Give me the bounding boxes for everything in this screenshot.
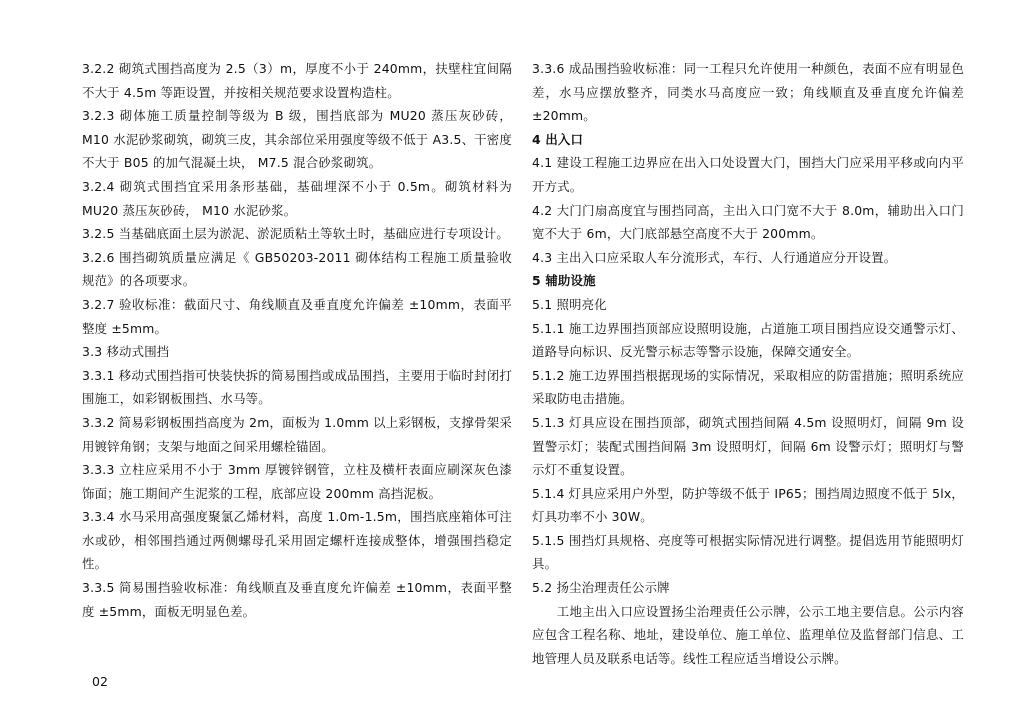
paragraph-3-2-7: 3.2.7 验收标准：截面尺寸、角线顺直及垂直度允许偏差 ±10mm，表面平整度 ±5mm。 (82, 296, 512, 336)
left-column (82, 57, 512, 623)
paragraph-3-2-2: 3.2.2 砌筑式围挡高度为 2.5（3）m，厚度不小于 240mm，扶壁柱宜间隔不大于 4.5m 等距设置，并按相关规范要求设置构造柱。 (82, 61, 512, 100)
paragraph-3-3-3: 3.3.3 立柱应采用不小于 3mm 厚镀锌钢管，立柱及横杆表面应刷深灰色漆饰面；施工期间产生泥浆的工程，底部应设 200mm 高挡泥板。 (82, 462, 512, 501)
paragraph-3-2-3: 3.2.3 砌体施工质量控制等级为 B 级，围挡底部为 MU20 蒸压灰砂砖， M10 水泥砂浆砌筑，砌筑三皮，其余部位采用强度等级不低于 A3.5、干密度不大于 B05 的加气混凝土块， M7.5 混合砂浆砌筑。 (82, 108, 512, 171)
paragraph-5-1-4: 5.1.4 灯具应采用户外型，防护等级不低于 IP65；围挡周边照度不低于 5lx，灯具功率不小 30W。 (532, 485, 964, 525)
paragraph-5-1-5: 5.1.5 围挡灯具规格、亮度等可根据实际情况进行调整。提倡选用节能照明灯具。 (532, 532, 964, 572)
section-5-2-title: 5.2 扬尘治理责任公示牌 (532, 580, 670, 596)
paragraph-4-1: 4.1 建设工程施工边界应在出入口处设置大门，围挡大门应采用平移或向内平开方式。 (532, 155, 964, 194)
section-3-3-title: 3.3 移动式围挡 (82, 344, 170, 360)
paragraph-4-3: 4.3 主出入口应采取人车分流形式，车行、人行通道应分开设置。 (532, 249, 897, 265)
paragraph-3-3-1: 3.3.1 移动式围挡指可快装快拆的简易围挡或成品围挡，主要用于临时封闭打围施工，如彩钢板围挡、水马等。 (82, 367, 512, 407)
paragraph-5-2-body: 工地主出入口应设置扬尘治理责任公示牌，公示工地主要信息。公示内容应包含工程名称、地址，建设单位、施工单位、监理单位及监督部门信息、工地管理人员及联系电话等。线性工程应适当增设公示牌。 (532, 603, 964, 666)
paragraph-5-1-3: 5.1.3 灯具应设在围挡顶部，砌筑式围挡间隔 4.5m 设照明灯，间隔 9m 设置警示灯；装配式围挡间隔 3m 设照明灯，间隔 6m 设警示灯；照明灯与警示灯不重复设置。 (532, 414, 964, 478)
paragraph-3-3-4: 3.3.4 水马采用高强度聚氯乙烯材料，高度 1.0m-1.5m，围挡底座箱体可注水或砂，相邻围挡通过两侧螺母孔采用固定螺杆连接成整体，增强围挡稳定性。 (82, 509, 512, 572)
heading-4-entrance: 4 出入口 (532, 131, 584, 147)
paragraph-3-2-6: 3.2.6 围挡砌筑质量应满足《 GB50203-2011 砌体结构工程施工质量验收规范》的各项要求。 (82, 249, 512, 289)
paragraph-5-1-1: 5.1.1 施工边界围挡顶部应设照明设施，占道施工项目围挡应设交通警示灯、道路导向标识、反光警示标志等警示设施，保障交通安全。 (532, 320, 964, 360)
paragraph-4-2: 4.2 大门门扇高度宜与围挡同高，主出入口门宽不大于 8.0m，辅助出入口门宽不大于 6m，大门底部悬空高度不大于 200mm。 (532, 202, 964, 242)
paragraph-5-1-2: 5.1.2 施工边界围挡根据现场的实际情况，采取相应的防雷措施；照明系统应采取防电击措施。 (532, 367, 964, 407)
section-5-1-title: 5.1 照明亮化 (532, 296, 607, 312)
paragraph-3-3-2: 3.3.2 简易彩钢板围挡高度为 2m，面板为 1.0mm 以上彩钢板，支撑骨架采用镀锌角钢；支架与地面之间采用螺栓锚固。 (82, 414, 512, 454)
page-number: 02 (92, 674, 108, 689)
paragraph-3-2-4: 3.2.4 砌筑式围挡宜采用条形基础，基础埋深不小于 0.5m。砌筑材料为 MU20 蒸压灰砂砖， M10 水泥砂浆。 (82, 178, 512, 218)
paragraph-3-3-5: 3.3.5 简易围挡验收标准：角线顺直及垂直度允许偏差 ±10mm，表面平整度 ±5mm，面板无明显色差。 (82, 580, 512, 619)
paragraph-3-3-6: 3.3.6 成品围挡验收标准：同一工程只允许使用一种颜色，表面不应有明显色差，水马应摆放整齐，同类水马高度应一致；角线顺直及垂直度允许偏差 ±20mm。 (532, 61, 964, 124)
paragraph-3-2-5: 3.2.5 当基础底面土层为淤泥、淤泥质粘土等软土时，基础应进行专项设计。 (82, 226, 509, 242)
right-column (532, 57, 964, 670)
heading-5-auxiliary: 5 辅助设施 (532, 273, 596, 289)
